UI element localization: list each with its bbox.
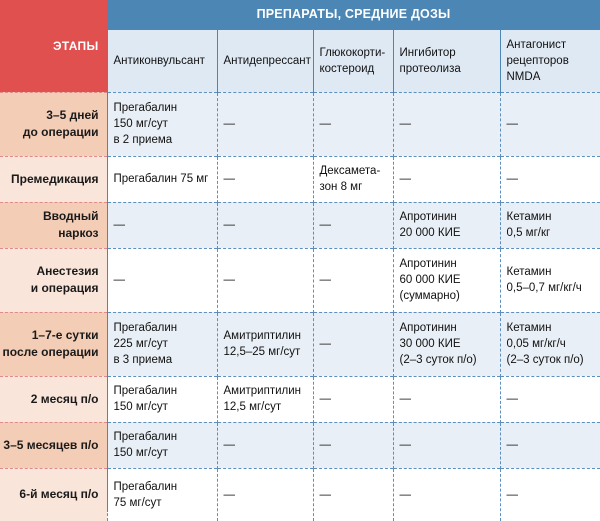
table-row	[0, 92, 600, 156]
dose-cell-anticonvulsant	[107, 376, 217, 422]
column-header-anticonvulsant	[107, 29, 217, 92]
dose-text-line: Дексамета-	[320, 163, 393, 179]
dose-text-line: (2–3 суток п/о)	[507, 352, 600, 368]
dose-text-line: —	[507, 487, 600, 503]
dose-cell-nmda-antagonist	[500, 156, 600, 202]
column-header-line: рецепторов	[507, 53, 600, 69]
stage-label-line: 3–5 месяцев п/о	[0, 437, 99, 454]
stage-cell	[0, 248, 107, 312]
dose-cell-glucocorticoid	[313, 376, 393, 422]
column-header-nmda-antagonist	[500, 29, 600, 92]
dose-text-line: —	[224, 217, 313, 233]
dose-text-line: 12,5–25 мг/сут	[224, 344, 313, 360]
dose-text-line: —	[224, 116, 313, 132]
dose-text-line: 0,5 мг/кг	[507, 225, 600, 241]
dose-text-line: Прегабалин	[114, 383, 217, 399]
column-header-line: Ингибитор	[400, 45, 500, 61]
dose-cell-antidepressant	[217, 92, 313, 156]
dose-text-line: Амитриптилин	[224, 328, 313, 344]
dose-cell-glucocorticoid	[313, 202, 393, 248]
dose-cell-glucocorticoid	[313, 422, 393, 468]
stage-label-line: после операции	[0, 344, 99, 361]
dose-text-line: в 2 приема	[114, 132, 217, 148]
table-row	[0, 156, 600, 202]
stage-cell	[0, 468, 107, 521]
table-row	[0, 376, 600, 422]
column-header-line: NMDA	[507, 69, 600, 85]
dose-text-line: —	[224, 487, 313, 503]
dose-text-line: —	[507, 437, 600, 453]
dose-cell-nmda-antagonist	[500, 92, 600, 156]
drugs-group-header	[107, 0, 600, 29]
dose-text-line: Прегабалин	[114, 320, 217, 336]
dose-text-line: 0,5–0,7 мг/кг/ч	[507, 280, 600, 296]
dose-text-line: 150 мг/сут	[114, 399, 217, 415]
dose-text-line: —	[400, 171, 500, 187]
dose-text-line: 75 мг/сут	[114, 495, 217, 511]
dose-cell-glucocorticoid	[313, 156, 393, 202]
stage-cell	[0, 92, 107, 156]
stage-cell	[0, 202, 107, 248]
dose-cell-nmda-antagonist	[500, 248, 600, 312]
dose-cell-nmda-antagonist	[500, 468, 600, 521]
dose-cell-nmda-antagonist	[500, 312, 600, 376]
dose-cell-antidepressant	[217, 468, 313, 521]
dose-text-line: —	[400, 116, 500, 132]
dose-cell-glucocorticoid	[313, 312, 393, 376]
dose-cell-antidepressant	[217, 156, 313, 202]
stage-cell	[0, 312, 107, 376]
stage-label-line: 1–7-е сутки	[0, 327, 99, 344]
stage-label-line: 3–5 дней	[0, 107, 99, 124]
dose-text-line: (суммарно)	[400, 288, 500, 304]
column-header-line: Антидепрессант	[224, 53, 313, 69]
table-row	[0, 248, 600, 312]
dose-cell-nmda-antagonist	[500, 422, 600, 468]
dose-text-line: 0,05 мг/кг/ч	[507, 336, 600, 352]
stage-label-line: до операции	[0, 124, 99, 141]
dose-cell-proteolysis-inhibitor	[393, 92, 500, 156]
stage-column-divider	[107, 0, 108, 512]
stage-label-line: и операция	[0, 280, 99, 297]
dose-cell-antidepressant	[217, 376, 313, 422]
table-row	[0, 468, 600, 521]
dose-text-line: 20 000 КИЕ	[400, 225, 500, 241]
stage-cell	[0, 376, 107, 422]
dose-cell-anticonvulsant	[107, 202, 217, 248]
stage-label-line: Премедикация	[0, 171, 99, 188]
dose-text-line: Прегабалин 75 мг	[114, 171, 217, 187]
dose-text-line: —	[400, 391, 500, 407]
dose-text-line: 60 000 КИЕ	[400, 272, 500, 288]
dose-text-line: —	[400, 487, 500, 503]
dose-text-line: 150 мг/сут	[114, 116, 217, 132]
column-header-proteolysis-inhibitor	[393, 29, 500, 92]
dose-text-line: —	[320, 272, 393, 288]
dose-text-line: (2–3 суток п/о)	[400, 352, 500, 368]
dose-text-line: —	[320, 336, 393, 352]
dose-cell-nmda-antagonist	[500, 202, 600, 248]
dose-cell-proteolysis-inhibitor	[393, 468, 500, 521]
dose-text-line: Апротинин	[400, 320, 500, 336]
dose-text-line: 12,5 мг/сут	[224, 399, 313, 415]
dose-text-line: Прегабалин	[114, 479, 217, 495]
dose-cell-anticonvulsant	[107, 312, 217, 376]
column-header-line: костероид	[320, 61, 393, 77]
dose-cell-proteolysis-inhibitor	[393, 422, 500, 468]
dose-text-line: —	[224, 272, 313, 288]
dose-cell-glucocorticoid	[313, 468, 393, 521]
dose-cell-anticonvulsant	[107, 248, 217, 312]
dose-cell-proteolysis-inhibitor	[393, 376, 500, 422]
table-row	[0, 202, 600, 248]
dose-cell-nmda-antagonist	[500, 376, 600, 422]
dose-text-line: —	[114, 217, 217, 233]
dose-text-line: Прегабалин	[114, 100, 217, 116]
table-row	[0, 422, 600, 468]
dose-cell-proteolysis-inhibitor	[393, 312, 500, 376]
dose-text-line: Прегабалин	[114, 429, 217, 445]
dose-text-line: Апротинин	[400, 256, 500, 272]
dose-cell-antidepressant	[217, 312, 313, 376]
column-header-glucocorticoid	[313, 29, 393, 92]
dose-text-line: Амитриптилин	[224, 383, 313, 399]
dose-text-line: —	[224, 437, 313, 453]
dose-cell-glucocorticoid	[313, 248, 393, 312]
stages-header	[0, 0, 107, 92]
dose-text-line: Кетамин	[507, 320, 600, 336]
dose-text-line: —	[114, 272, 217, 288]
dose-cell-anticonvulsant	[107, 468, 217, 521]
dose-cell-antidepressant	[217, 202, 313, 248]
stage-label-line: Анестезия	[0, 263, 99, 280]
column-header-antidepressant	[217, 29, 313, 92]
dose-cell-anticonvulsant	[107, 92, 217, 156]
dose-text-line: 150 мг/сут	[114, 445, 217, 461]
dose-text-line: 225 мг/сут	[114, 336, 217, 352]
dose-text-line: —	[320, 217, 393, 233]
dose-cell-anticonvulsant	[107, 422, 217, 468]
dose-text-line: —	[507, 171, 600, 187]
dose-cell-proteolysis-inhibitor	[393, 156, 500, 202]
table-body	[0, 92, 600, 521]
dose-cell-proteolysis-inhibitor	[393, 202, 500, 248]
stage-label-line: Вводный наркоз	[0, 208, 99, 242]
dose-text-line: —	[400, 437, 500, 453]
table-row	[0, 312, 600, 376]
dose-cell-proteolysis-inhibitor	[393, 248, 500, 312]
dose-text-line: 30 000 КИЕ	[400, 336, 500, 352]
dose-cell-antidepressant	[217, 248, 313, 312]
stages-header-label: ЭТАПЫ	[53, 39, 99, 53]
dose-text-line: Кетамин	[507, 264, 600, 280]
dose-cell-anticonvulsant	[107, 156, 217, 202]
stage-cell	[0, 156, 107, 202]
column-header-line: Антиконвульсант	[114, 53, 217, 69]
dose-text-line: —	[320, 116, 393, 132]
dose-cell-antidepressant	[217, 422, 313, 468]
column-header-line: Глюкокорти-	[320, 45, 393, 61]
dose-text-line: —	[224, 171, 313, 187]
column-header-line: протеолиза	[400, 61, 500, 77]
column-header-line: Антагонист	[507, 37, 600, 53]
dose-text-line: Кетамин	[507, 209, 600, 225]
dose-text-line: зон 8 мг	[320, 179, 393, 195]
dose-text-line: —	[320, 391, 393, 407]
drugs-group-label: ПРЕПАРАТЫ, СРЕДНИЕ ДОЗЫ	[257, 7, 451, 21]
stage-label-line: 2 месяц п/о	[0, 391, 99, 408]
dose-cell-glucocorticoid	[313, 92, 393, 156]
dose-text-line: Апротинин	[400, 209, 500, 225]
dose-text-line: —	[320, 437, 393, 453]
stage-cell	[0, 422, 107, 468]
dose-text-line: —	[320, 487, 393, 503]
dose-text-line: —	[507, 391, 600, 407]
stage-label-line: 6-й месяц п/о	[0, 486, 99, 503]
dose-text-line: в 3 приема	[114, 352, 217, 368]
dose-text-line: —	[507, 116, 600, 132]
